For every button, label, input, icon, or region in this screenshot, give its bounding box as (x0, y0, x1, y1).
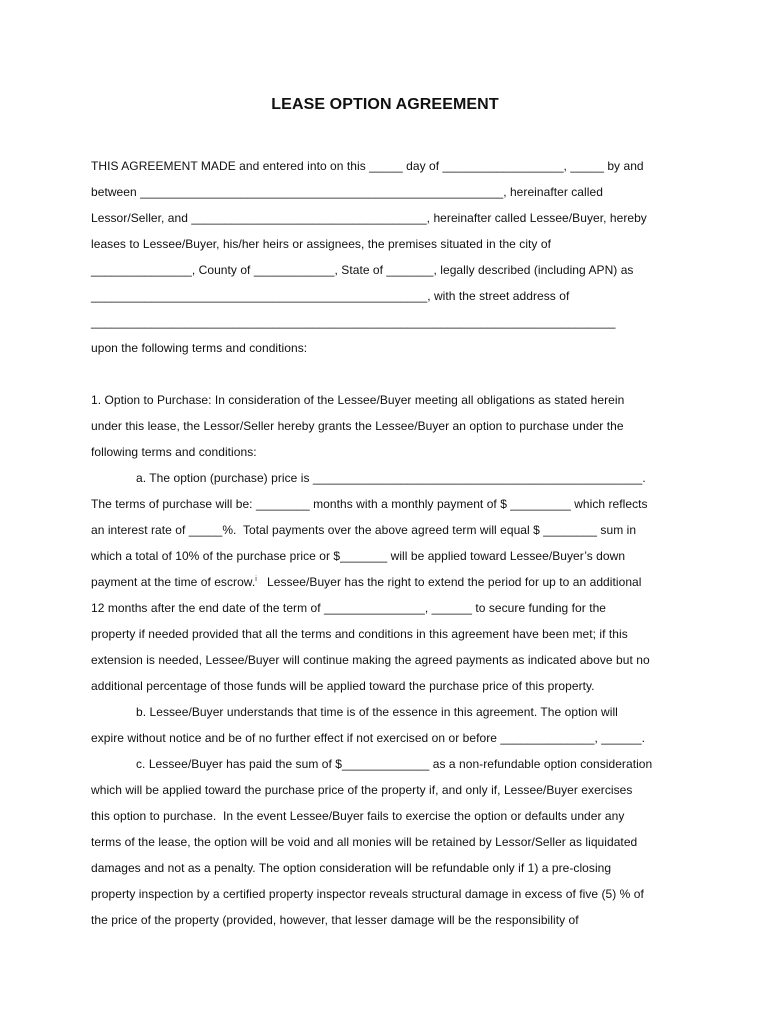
item-a-line-4: which a total of 10% of the purchase price or $_______ will be applied toward Lessee/Buyer’s down (91, 549, 626, 563)
intro-line-7: ______________________________________________________________________________ (91, 315, 616, 329)
escrow-text: payment at the time of escrow. (91, 575, 256, 589)
intro-line-1: THIS AGREEMENT MADE and entered into on this _____ day of __________________, _____ by and (91, 159, 644, 173)
item-c-line-4: terms of the lease, the option will be void and all monies will be retained by Lessor/Seller as liquidated (91, 835, 638, 849)
item-a-line-9: additional percentage of those funds will be applied toward the purchase price of this property. (91, 679, 595, 693)
item-b-line-2: expire without notice and be of no further effect if not exercised on or before ______________, ______. (91, 731, 645, 745)
intro-line-6: __________________________________________________, with the street address of (91, 289, 570, 303)
item-c-line-5: damages and not as a penalty. The option consideration will be refundable only if 1) a pre-closing (91, 861, 612, 875)
intro-line-2: between ______________________________________________________, hereinafter called (91, 185, 603, 199)
item-a-line-8: extension is needed, Lessee/Buyer will continue making the agreed payments as indicated above but no (91, 653, 650, 667)
document-title: LEASE OPTION AGREEMENT (271, 96, 499, 113)
item-a-line-2: The terms of purchase will be: ________ months with a monthly payment of $ _________ which reflects (91, 497, 648, 511)
section-1-line-2: under this lease, the Lessor/Seller hereby grants the Lessee/Buyer an option to purchase under the (91, 419, 624, 433)
item-a-line-6: 12 months after the end date of the term of _______________, ______ to secure funding for the (91, 601, 607, 615)
footnote-marker[interactable]: i (255, 576, 257, 583)
item-c-line-3: this option to purchase. In the event Lessee/Buyer fails to exercise the option or defaults under any (91, 809, 625, 823)
item-a-line-1: a. The option (purchase) price is _________________________________________________. (136, 471, 646, 485)
section-1-line-1: 1. Option to Purchase: In consideration of the Lessee/Buyer meeting all obligations as stated herein (91, 393, 625, 407)
intro-line-4: leases to Lessee/Buyer, his/her heirs or assignees, the premises situated in the city of (91, 237, 551, 251)
item-c-line-2: which will be applied toward the purchase price of the property if, and only if, Lessee/Buyer exercises (91, 783, 633, 797)
section-1-line-3: following terms and conditions: (91, 445, 257, 459)
intro-line-3: Lessor/Seller, and ___________________________________, hereinafter called Lessee/Buyer, hereby (91, 211, 647, 225)
extension-text: Lessee/Buyer has the right to extend the period for up to an additional (256, 575, 642, 589)
item-c-line-1: c. Lessee/Buyer has paid the sum of $_____________ as a non-refundable option consideration (136, 757, 653, 771)
item-a-line-3: an interest rate of _____%. Total payments over the above agreed term will equal $ ________ sum in (91, 523, 637, 537)
item-a-line-7: property if needed provided that all the terms and conditions in this agreement have been met; if this (91, 627, 628, 641)
item-c-line-7: the price of the property (provided, however, that lesser damage will be the responsibility of (91, 913, 579, 927)
item-b-line-1: b. Lessee/Buyer understands that time is of the essence in this agreement. The option will (136, 705, 618, 719)
intro-line-8: upon the following terms and conditions: (91, 341, 308, 355)
item-a-line-5 (91, 574, 641, 590)
item-c-line-6: property inspection by a certified property inspector reveals structural damage in excess of five (5) % of (91, 887, 644, 901)
intro-line-5: _______________, County of ____________, State of _______, legally described (including APN) as (91, 263, 634, 277)
